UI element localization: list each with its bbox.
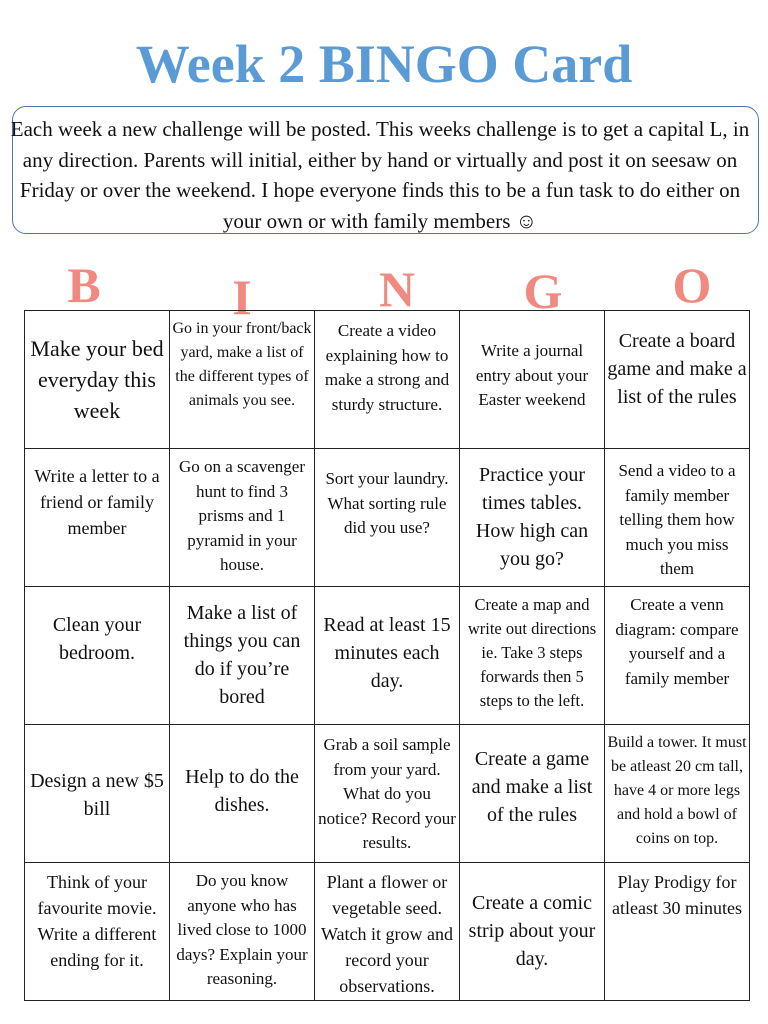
bingo-grid <box>24 310 750 1001</box>
bingo-cell-n3[interactable] <box>315 587 460 725</box>
cell-text: Play Prodigy for atleast 30 minutes <box>612 872 742 918</box>
cell-text: Create a board game and make a list of the rules <box>607 330 747 408</box>
bingo-letter-n: N <box>378 261 416 317</box>
bingo-cell-b3[interactable] <box>25 587 170 725</box>
bingo-cell-g1[interactable] <box>460 311 605 449</box>
cell-text: Write a journal entry about your Easter weekend <box>475 341 589 409</box>
page-title: Week 2 BINGO Card <box>135 34 633 94</box>
intro-text: Each week a new challenge will be posted. This weeks challenge is to get a capital L, in any direction. Parents will initial, either by hand or virtually and post it on seesaw on Friday or over the weekend. I hope everyone finds this to be a fun task to do either on your own or with family members ☺ <box>10 117 750 233</box>
bingo-cell-b2[interactable] <box>25 449 170 587</box>
bingo-cell-i5[interactable] <box>170 863 315 1001</box>
bingo-cell-i2[interactable] <box>170 449 315 587</box>
cell-text: Make a list of things you can do if you’re bored <box>183 602 301 708</box>
bingo-cell-g4[interactable] <box>460 725 605 863</box>
cell-text: Design a new $5 bill <box>30 770 164 820</box>
bingo-cell-o5[interactable] <box>605 863 750 1001</box>
bingo-cell-n1[interactable] <box>315 311 460 449</box>
bingo-cell-b1[interactable] <box>25 311 170 449</box>
cell-text: Create a map and write out directions ie. Take 3 steps forwards then 5 steps to the left. <box>467 595 597 710</box>
bingo-cell-b5[interactable] <box>25 863 170 1001</box>
cell-text: Create a comic strip about your day. <box>468 892 596 970</box>
cell-text: Sort your laundry. What sorting rule did you use? <box>325 469 449 537</box>
bingo-cell-o1[interactable] <box>605 311 750 449</box>
cell-text: Send a video to a family member telling them how much you miss them <box>618 461 736 578</box>
cell-text: Create a venn diagram: compare yourself and a family member <box>615 595 739 688</box>
bingo-letter-o: O <box>672 257 712 313</box>
cell-text: Clean your bedroom. <box>52 614 142 664</box>
bingo-cell-i4[interactable] <box>170 725 315 863</box>
cell-text: Create a game and make a list of the rules <box>471 748 593 826</box>
cell-text: Write a letter to a friend or family member <box>34 466 160 538</box>
cell-text: Go on a scavenger hunt to find 3 prisms and 1 pyramid in your house. <box>178 457 306 574</box>
bingo-letter-i: I <box>232 269 252 325</box>
cell-text: Grab a soil sample from your yard. What do you notice? Record your results. <box>318 735 456 852</box>
cell-text: Create a video explaining how to make a strong and sturdy structure. <box>324 321 450 414</box>
bingo-cell-i1[interactable] <box>170 311 315 449</box>
bingo-cell-g3[interactable] <box>460 587 605 725</box>
cell-text: Do you know anyone who has lived close to 1000 days? Explain your reasoning. <box>176 871 308 988</box>
bingo-cell-n2[interactable] <box>315 449 460 587</box>
bingo-cell-g2[interactable] <box>460 449 605 587</box>
cell-text: Think of your favourite movie. Write a different ending for it. <box>37 872 157 970</box>
bingo-cell-o4[interactable] <box>605 725 750 863</box>
cell-text: Make your bed everyday this week <box>30 336 164 423</box>
cell-text: Help to do the dishes. <box>185 766 299 816</box>
bingo-letter-b: B <box>67 257 101 313</box>
cell-text: Plant a flower or vegetable seed. Watch it grow and record your observations. <box>320 872 453 996</box>
cell-text: Practice your times tables. How high can you go? <box>475 464 589 570</box>
bingo-cell-n5[interactable] <box>315 863 460 1001</box>
bingo-cell-o2[interactable] <box>605 449 750 587</box>
cell-text: Read at least 15 minutes each day. <box>323 614 451 692</box>
cell-text: Build a tower. It must be atleast 20 cm tall, have 4 or more legs and hold a bowl of coins on top. <box>607 734 747 847</box>
bingo-cell-n4[interactable] <box>315 725 460 863</box>
bingo-cell-i3[interactable] <box>170 587 315 725</box>
bingo-cell-b4[interactable] <box>25 725 170 863</box>
bingo-letter-g: G <box>523 263 563 319</box>
bingo-cell-g5[interactable] <box>460 863 605 1001</box>
bingo-cell-o3[interactable] <box>605 587 750 725</box>
cell-text: Go in your front/back yard, make a list of the different types of animals you see. <box>172 320 312 409</box>
